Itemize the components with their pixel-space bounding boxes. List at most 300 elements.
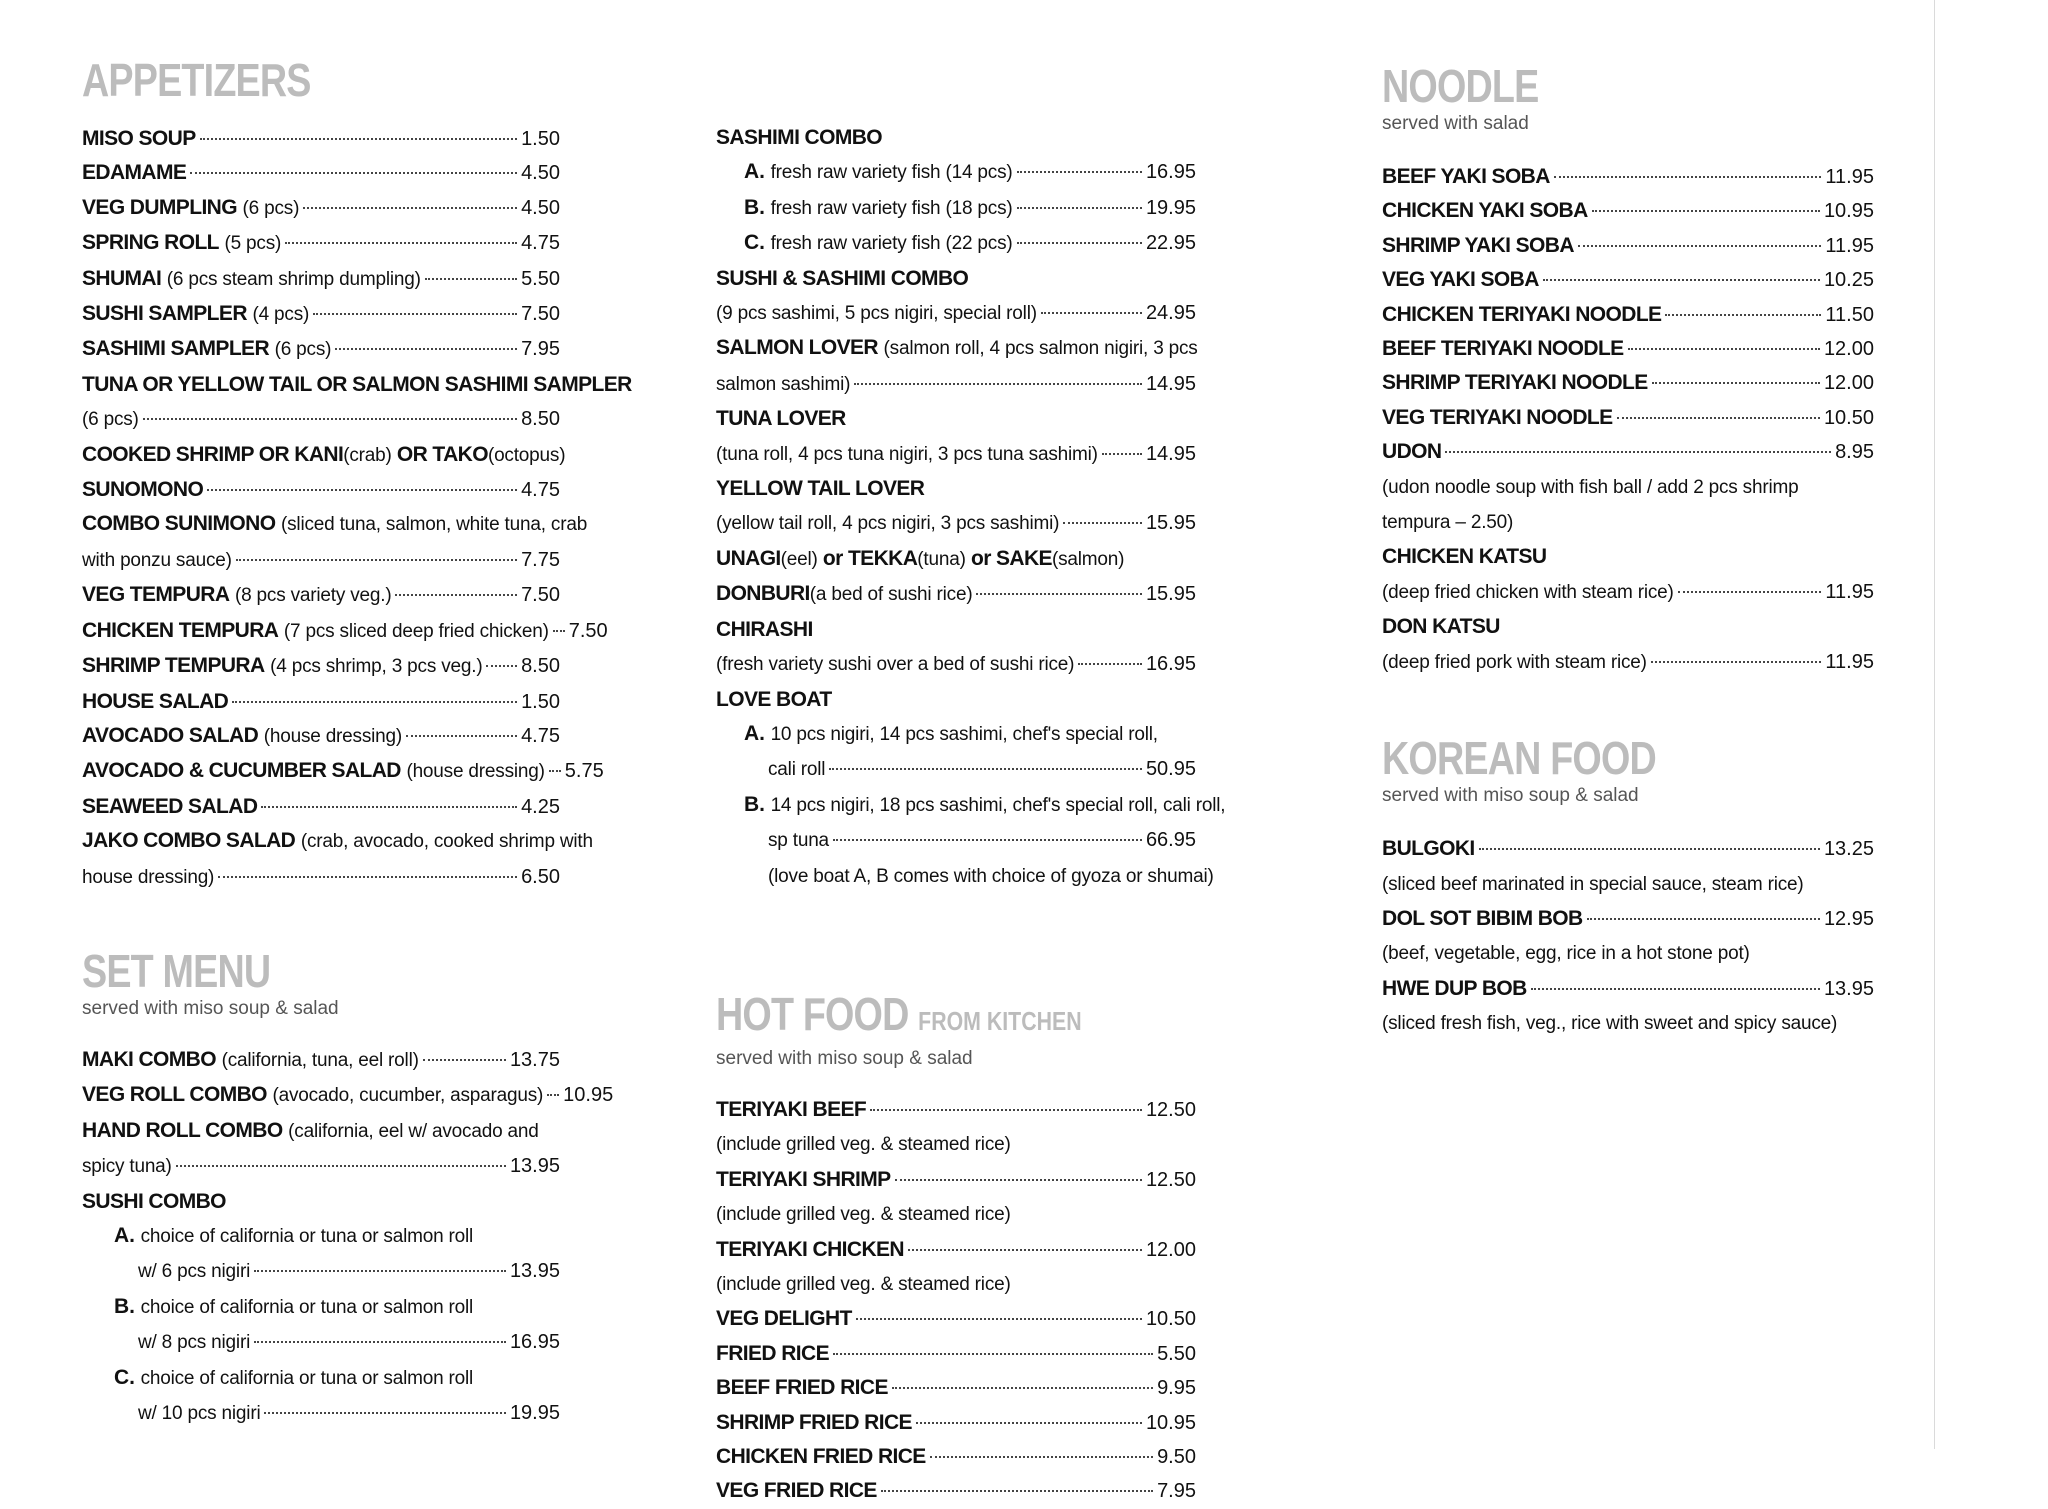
item-price: 24.95 [1145, 302, 1196, 325]
menu-item [1382, 366, 1874, 400]
option-desc: fresh raw variety fish (14 pcs) [770, 162, 1013, 184]
menu-item-desc-line [716, 1197, 1196, 1232]
item-name: LOVE BOAT [716, 687, 832, 711]
menu-item [82, 1043, 560, 1078]
menu-item [82, 1149, 560, 1184]
item-name: VEG TEMPURA [82, 583, 230, 607]
item-price: 50.95 [1145, 758, 1196, 781]
menu-item-desc-line [1382, 1006, 1874, 1041]
dot-leader [930, 1456, 1153, 1458]
menu-item-name-line [716, 472, 1196, 506]
item-desc: (include grilled veg. & steamed rice) [716, 1273, 1011, 1295]
appetizers-title: APPETIZERS [82, 54, 311, 106]
menu-item-name-line [82, 1185, 560, 1219]
item-desc: (sliced beef marinated in special sauce, steam rice) [1382, 873, 1804, 895]
set-menu-title: SET MENU [82, 944, 271, 997]
item-name: SHRIMP FRIED RICE [716, 1410, 912, 1434]
menu-item-name-line [82, 824, 593, 859]
option-letter: B. [114, 1294, 135, 1318]
column-middle [716, 121, 1226, 1509]
page-edge-line [1934, 0, 1935, 1449]
item-name: VEG DELIGHT [716, 1307, 852, 1331]
dot-leader [1587, 918, 1820, 920]
menu-item [716, 1440, 1196, 1474]
menu-item [716, 155, 1196, 190]
menu-item [82, 226, 560, 261]
item-desc: (beef, vegetable, egg, rice in a hot stone pot) [1382, 943, 1750, 965]
option-desc: fresh raw variety fish (22 pcs) [770, 233, 1013, 255]
item-name: SHRIMP TERIYAKI NOODLE [1382, 371, 1648, 395]
column-left [82, 52, 632, 1431]
item-price: 4.50 [521, 196, 560, 219]
dot-leader [856, 1318, 1142, 1320]
option-letter: B. [744, 195, 765, 219]
dot-leader [1651, 661, 1822, 663]
dot-leader [1678, 591, 1822, 593]
menu-item [82, 754, 604, 789]
dot-leader [1617, 417, 1820, 419]
item-price: 10.50 [1823, 406, 1874, 429]
option-line [82, 1219, 560, 1254]
menu-item [82, 1254, 560, 1289]
item-price: 11.50 [1825, 303, 1874, 326]
option-desc: fresh raw variety fish (18 pcs) [770, 197, 1013, 219]
dot-leader [870, 1109, 1142, 1111]
item-name: SUNOMONO [82, 478, 204, 502]
item-name: SUSHI COMBO [82, 1189, 226, 1213]
menu-item [82, 156, 560, 190]
menu-item [82, 543, 560, 578]
dot-leader [190, 172, 517, 174]
item-price: 13.95 [509, 1260, 560, 1283]
item-desc: (house dressing) [263, 725, 403, 747]
item-name: UDON [1382, 440, 1442, 464]
hot-food-title [716, 986, 1110, 1049]
item-name: TERIYAKI SHRIMP [716, 1167, 891, 1191]
menu-item-name-line [716, 262, 1196, 296]
menu-item-name-line [716, 542, 1196, 577]
item-name: VEG YAKI SOBA [1382, 268, 1539, 292]
item-price: 7.95 [521, 338, 560, 361]
item-desc: (deep fried pork with steam rice) [1382, 651, 1647, 673]
item-name: AVOCADO SALAD [82, 723, 259, 747]
love-boat-note [716, 859, 1214, 894]
menu-item [82, 332, 560, 367]
dot-leader [833, 839, 1142, 841]
item-price: 10.50 [1145, 1308, 1196, 1331]
item-desc: (sliced fresh fish, veg., rice with sweet and spicy sauce) [1382, 1013, 1838, 1035]
dot-leader [395, 594, 517, 596]
item-desc: (6 pcs) [274, 339, 332, 361]
item-name: TERIYAKI CHICKEN [716, 1237, 904, 1261]
menu-item [1382, 832, 1874, 866]
item-desc: (9 pcs sashimi, 5 pcs nigiri, special roll) [716, 303, 1037, 325]
dot-leader [854, 383, 1142, 385]
item-price: 7.75 [521, 548, 560, 571]
dot-leader [236, 559, 517, 561]
item-price: 13.95 [509, 1155, 560, 1178]
dot-leader [1017, 171, 1142, 173]
item-desc: (house dressing) [406, 761, 545, 783]
dot-leader [1017, 242, 1142, 244]
item-desc: (sliced tuna, salmon, white tuna, crab [281, 514, 588, 536]
menu-item [716, 1233, 1196, 1267]
item-price: 15.95 [1145, 512, 1196, 535]
dot-leader [1017, 207, 1142, 209]
item-desc: (tuna) [917, 548, 966, 570]
item-price: 5.50 [1157, 1342, 1196, 1365]
menu-item [82, 262, 560, 297]
item-name: CHIRASHI [716, 617, 813, 641]
menu-item [82, 191, 560, 226]
menu-item-desc-line [1382, 867, 1874, 902]
menu-item-desc-line [1382, 470, 1874, 505]
menu-item-name-line [82, 507, 588, 542]
item-name: DOL SOT BIBIM BOB [1382, 906, 1583, 930]
dot-leader [285, 242, 517, 244]
item-price: 12.95 [1823, 907, 1874, 930]
dot-leader [313, 313, 517, 315]
item-desc: salmon sashimi) [716, 373, 851, 395]
item-desc: (yellow tail roll, 4 pcs nigiri, 3 pcs sashimi) [716, 513, 1060, 535]
item-price: 10.95 [1145, 1411, 1196, 1434]
item-price: 16.95 [1145, 161, 1196, 184]
menu-item-desc-line [1382, 936, 1874, 971]
item-desc: (salmon roll, 4 pcs salmon nigiri, 3 pcs [883, 338, 1198, 360]
item-desc: (4 pcs shrimp, 3 pcs veg.) [270, 656, 483, 678]
item-name: TUNA OR YELLOW TAIL OR SALMON SASHIMI SAMPLER [82, 372, 632, 396]
dot-leader [1592, 210, 1820, 212]
hot-food-subtitle: FROM KITCHEN [918, 1005, 1082, 1036]
menu-item-name-line [716, 331, 1196, 366]
menu-item [716, 1093, 1196, 1127]
dot-leader [406, 735, 517, 737]
item-price: 16.95 [509, 1331, 560, 1354]
menu-item [716, 1163, 1196, 1197]
item-price: 12.00 [1823, 338, 1874, 361]
noodle-note: served with salad [1382, 113, 1529, 134]
item-price: 8.95 [1835, 441, 1874, 464]
menu-item [82, 614, 608, 649]
item-price: 12.00 [1145, 1238, 1196, 1261]
item-name: MISO SOUP [82, 127, 196, 150]
item-price: 10.25 [1823, 269, 1874, 292]
dot-leader [1578, 245, 1822, 247]
item-name: TERIYAKI BEEF [716, 1097, 867, 1121]
item-name: YELLOW TAIL LOVER [716, 477, 925, 501]
option-desc: 10 pcs nigiri, 14 pcs sashimi, chef's special roll, [770, 723, 1158, 745]
dot-leader [1078, 663, 1142, 665]
item-name: SHRIMP YAKI SOBA [1382, 233, 1574, 257]
dot-leader [1628, 348, 1820, 350]
menu-item [716, 506, 1196, 541]
menu-item-desc-line [716, 1267, 1196, 1302]
menu-item [1382, 194, 1874, 228]
item-name: DON KATSU [1382, 615, 1500, 639]
item-desc: (include grilled veg. & steamed rice) [716, 1134, 1011, 1156]
item-name: SASHIMI SAMPLER [82, 337, 270, 361]
item-price: 12.50 [1145, 1168, 1196, 1191]
item-name: SEAWEED SALAD [82, 794, 258, 818]
option-line [82, 1290, 560, 1325]
item-desc: tempura – 2.50) [1382, 512, 1514, 534]
dot-leader [908, 1249, 1142, 1251]
menu-item [716, 1371, 1196, 1405]
item-name: OR TAKO [391, 442, 488, 466]
dot-leader [143, 418, 517, 420]
item-desc: (salmon) [1051, 548, 1125, 570]
dot-leader [176, 1165, 506, 1167]
dot-leader [303, 207, 517, 209]
menu-item-name-line [82, 438, 566, 473]
item-name: UNAGI [716, 546, 781, 570]
dot-leader [200, 138, 517, 140]
item-name: VEG TERIYAKI NOODLE [1382, 405, 1613, 429]
item-desc: (6 pcs) [242, 197, 300, 219]
menu-item [82, 1078, 614, 1113]
option-desc: choice of california or tuna or salmon roll [140, 1296, 474, 1318]
item-price: 66.95 [1145, 829, 1196, 852]
dot-leader [1479, 848, 1820, 850]
dot-leader [1531, 988, 1820, 990]
korean-food-title: KOREAN FOOD [1382, 732, 1656, 785]
menu-item [1382, 575, 1874, 610]
item-price: 11.95 [1825, 650, 1874, 673]
hot-food-note: served with miso soup & salad [716, 1047, 973, 1069]
item-price: 13.75 [509, 1048, 560, 1071]
item-price: 7.95 [1157, 1480, 1196, 1503]
menu-item [716, 296, 1196, 331]
item-name: CHICKEN TEMPURA [82, 618, 279, 642]
item-price: 9.95 [1157, 1377, 1196, 1400]
menu-item [1382, 332, 1874, 366]
menu-item-desc-line [716, 1127, 1196, 1162]
menu-item [716, 752, 1196, 787]
item-name: SUSHI & SASHIMI COMBO [716, 266, 969, 290]
option-desc: cali roll [768, 759, 826, 781]
item-price: 16.95 [1145, 653, 1196, 676]
item-price: 7.50 [568, 619, 608, 642]
item-name: MAKI COMBO [82, 1047, 216, 1071]
item-desc: (5 pcs) [224, 233, 282, 255]
dot-leader [335, 348, 517, 350]
item-name: VEG ROLL COMBO [82, 1083, 267, 1107]
dot-leader [254, 1270, 506, 1272]
menu-item-name-line [82, 1114, 560, 1149]
dot-leader [976, 593, 1141, 595]
menu-item [716, 1302, 1196, 1336]
item-name: CHICKEN KATSU [1382, 545, 1547, 569]
column-right [1382, 58, 1874, 1042]
item-name: SASHIMI COMBO [716, 126, 883, 149]
item-name: HAND ROLL COMBO [82, 1118, 283, 1142]
menu-item [716, 191, 1196, 226]
dot-leader [892, 1387, 1153, 1389]
option-line [716, 717, 1196, 752]
menu-item [716, 577, 1196, 612]
item-name: HOUSE SALAD [82, 689, 229, 713]
option-letter: A. [744, 721, 765, 745]
dot-leader [1665, 314, 1821, 316]
menu-item-name-line [716, 613, 1196, 647]
item-desc: (include grilled veg. & steamed rice) [716, 1204, 1011, 1226]
dot-leader [1554, 176, 1822, 178]
dot-leader [261, 806, 517, 808]
menu-item [716, 1406, 1196, 1440]
dot-leader [264, 1412, 505, 1414]
menu-item [82, 473, 560, 507]
menu-item [716, 437, 1196, 472]
item-price: 10.95 [1823, 200, 1874, 223]
dot-leader [881, 1490, 1153, 1492]
item-name: SPRING ROLL [82, 231, 219, 255]
item-desc: (a bed of sushi rice) [809, 584, 973, 606]
item-desc: spicy tuna) [82, 1156, 172, 1178]
item-name: SHUMAI [82, 266, 162, 290]
dot-leader [1063, 522, 1142, 524]
item-name: EDAMAME [82, 161, 187, 185]
dot-leader [1652, 382, 1820, 384]
item-name: TUNA LOVER [716, 407, 846, 431]
menu-item [716, 647, 1196, 682]
item-desc: (love boat A, B comes with choice of gyoza or shumai) [768, 865, 1214, 887]
item-price: 4.75 [521, 479, 560, 502]
item-price: 4.75 [521, 232, 560, 255]
item-name: VEG FRIED RICE [716, 1479, 877, 1503]
item-desc: (4 pcs) [252, 304, 310, 326]
menu-item [82, 402, 560, 437]
item-name: FRIED RICE [716, 1341, 830, 1365]
option-desc: w/ 8 pcs nigiri [138, 1332, 251, 1354]
item-desc: (california, eel w/ avocado and [288, 1120, 539, 1142]
item-name: SALMON LOVER [716, 336, 878, 360]
menu-item [82, 790, 560, 824]
item-name: SUSHI SAMPLER [82, 302, 247, 326]
menu-item-name-line [716, 121, 1196, 155]
item-price: 12.00 [1823, 372, 1874, 395]
menu-item [1382, 401, 1874, 435]
item-price: 10.95 [563, 1084, 614, 1107]
item-price: 1.50 [521, 690, 560, 713]
menu-item [716, 226, 1196, 261]
dot-leader [833, 1353, 1153, 1355]
option-desc: w/ 10 pcs nigiri [138, 1403, 261, 1424]
option-letter: A. [114, 1223, 135, 1247]
item-price: 4.25 [521, 795, 560, 818]
menu-item [716, 367, 1196, 402]
item-desc: (avocado, cucumber, asparagus) [272, 1085, 544, 1107]
option-desc: choice of california or tuna or salmon roll [140, 1367, 474, 1389]
menu-item [82, 297, 560, 332]
item-price: 11.95 [1825, 580, 1874, 603]
menu-item [1382, 435, 1874, 469]
item-name: VEG DUMPLING [82, 195, 237, 219]
item-desc: (6 pcs) [82, 409, 139, 431]
item-desc: (8 pcs variety veg.) [234, 585, 392, 607]
option-desc: sp tuna [768, 830, 829, 852]
item-price: 1.50 [521, 128, 560, 150]
item-name: SHRIMP TEMPURA [82, 654, 265, 678]
dot-leader [916, 1422, 1142, 1424]
menu-item [82, 685, 560, 719]
item-price: 8.50 [521, 408, 560, 431]
item-name: BEEF FRIED RICE [716, 1376, 888, 1400]
menu-item [82, 860, 560, 895]
item-name: AVOCADO & CUCUMBER SALAD [82, 759, 401, 783]
item-name: COOKED SHRIMP OR KANI [82, 442, 344, 466]
item-desc: (eel) [780, 548, 818, 570]
item-name: or TEKKA [817, 546, 918, 570]
dot-leader [423, 1059, 506, 1061]
menu-item [716, 1337, 1196, 1371]
hot-food-title-text: HOT FOOD [716, 987, 909, 1040]
item-desc: (tuna roll, 4 pcs tuna nigiri, 3 pcs tuna sashimi) [716, 443, 1098, 465]
menu-item [82, 1396, 560, 1431]
item-price: 6.50 [521, 865, 560, 888]
item-price: 14.95 [1145, 442, 1196, 465]
item-name: BULGOKI [1382, 837, 1475, 861]
menu-item [82, 122, 560, 156]
option-desc: 14 pcs nigiri, 18 pcs sashimi, chef's special roll, cali roll, [770, 794, 1226, 816]
item-desc: house dressing) [82, 866, 215, 888]
item-price: 11.95 [1825, 234, 1874, 257]
item-desc: (crab, avocado, cooked shrimp with [300, 831, 593, 853]
option-letter: A. [744, 160, 765, 184]
item-price: 4.50 [521, 162, 560, 185]
menu-item [82, 649, 560, 684]
menu-item [1382, 160, 1874, 194]
dot-leader [829, 768, 1142, 770]
dot-leader [232, 701, 517, 703]
item-desc: (udon noodle soup with fish ball / add 2 pcs shrimp [1382, 476, 1799, 498]
item-name: or SAKE [965, 546, 1052, 570]
menu-item [1382, 645, 1874, 680]
dot-leader [207, 489, 517, 491]
option-line [82, 1361, 560, 1396]
dot-leader [553, 630, 565, 632]
item-desc: (fresh variety sushi over a bed of sushi rice) [716, 654, 1075, 676]
item-name: COMBO SUNIMONO [82, 512, 276, 536]
item-price: 7.50 [521, 303, 560, 326]
dot-leader [1102, 453, 1142, 455]
item-price: 7.50 [521, 584, 560, 607]
item-price: 8.50 [521, 655, 560, 678]
menu-item-name-line [1382, 610, 1874, 644]
menu-item-name-line [716, 683, 1196, 717]
item-price: 9.50 [1157, 1446, 1196, 1468]
item-desc: (california, tuna, eel roll) [221, 1049, 419, 1071]
menu-item [1382, 263, 1874, 297]
item-price: 5.75 [564, 760, 604, 783]
item-desc: (7 pcs sliced deep fried chicken) [283, 620, 549, 642]
item-price: 13.25 [1823, 838, 1874, 861]
menu-item [716, 823, 1196, 858]
item-name: BEEF YAKI SOBA [1382, 165, 1550, 188]
dot-leader [895, 1179, 1142, 1181]
item-price: 11.95 [1825, 166, 1874, 188]
dot-leader [254, 1341, 506, 1343]
item-desc: (octopus) [487, 444, 566, 466]
item-desc: with ponzu sauce) [82, 549, 232, 571]
item-desc: (6 pcs steam shrimp dumpling) [166, 268, 421, 290]
item-price: 4.75 [521, 724, 560, 747]
menu-item [1382, 902, 1874, 936]
item-name: CHICKEN TERIYAKI NOODLE [1382, 302, 1662, 326]
menu-item [1382, 298, 1874, 332]
menu-item-desc-line [1382, 505, 1874, 540]
item-price: 22.95 [1145, 232, 1196, 255]
menu-item [82, 1325, 560, 1360]
